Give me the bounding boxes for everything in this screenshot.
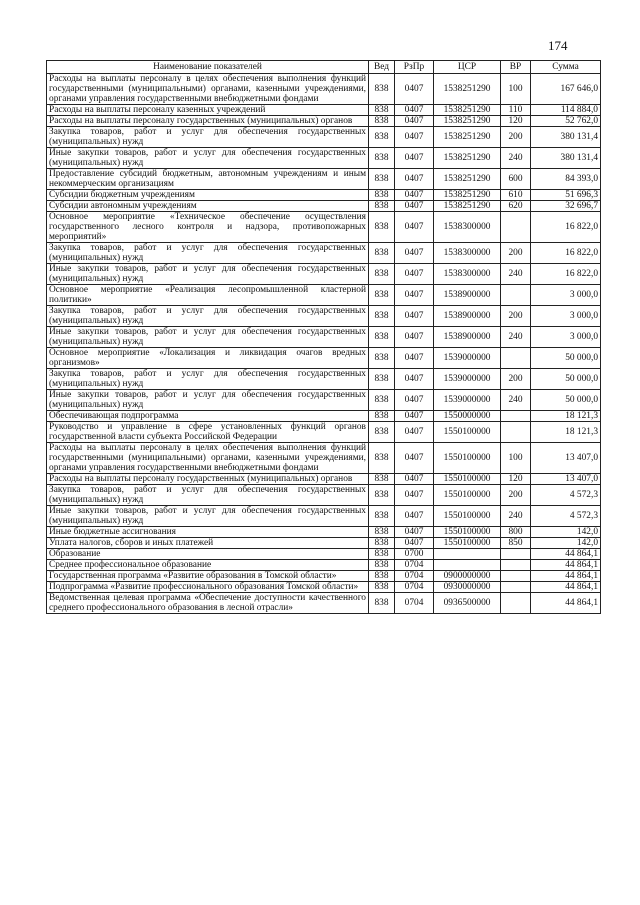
- row-name: Подпрограмма «Развитие профессионального образования Томской области»: [47, 582, 369, 593]
- row-rzpr: 0407: [395, 190, 434, 201]
- header-vr: ВР: [501, 61, 531, 74]
- row-vr: [501, 560, 531, 571]
- row-sum: 44 864,1: [531, 560, 601, 571]
- row-name: Субсидии бюджетным учреждениям: [47, 190, 369, 201]
- row-ved: 838: [369, 327, 395, 348]
- table-row: [47, 105, 601, 116]
- row-vr: 240: [501, 390, 531, 411]
- row-ved: 838: [369, 212, 395, 243]
- table-row: [47, 474, 601, 485]
- header-csr: ЦСР: [434, 61, 501, 74]
- row-sum: 16 822,0: [531, 243, 601, 264]
- row-vr: 100: [501, 74, 531, 105]
- row-rzpr: 0407: [395, 327, 434, 348]
- row-rzpr: 0704: [395, 582, 434, 593]
- table-body: [47, 74, 601, 614]
- table-row: [47, 571, 601, 582]
- table-row: [47, 148, 601, 169]
- row-csr: 1538251290: [434, 190, 501, 201]
- row-ved: 838: [369, 593, 395, 614]
- row-rzpr: 0407: [395, 116, 434, 127]
- row-ved: 838: [369, 485, 395, 506]
- row-ved: 838: [369, 74, 395, 105]
- row-vr: [501, 582, 531, 593]
- header-ved: Вед: [369, 61, 395, 74]
- row-sum: 50 000,0: [531, 348, 601, 369]
- row-name: Ведомственная целевая программа «Обеспечение доступности качественного среднего профессионального образования в лесной отрасли»: [47, 593, 369, 614]
- row-name: Субсидии автономным учреждениям: [47, 201, 369, 212]
- row-name: Среднее профессиональное образование: [47, 560, 369, 571]
- table-row: [47, 411, 601, 422]
- table-row: [47, 169, 601, 190]
- row-sum: 84 393,0: [531, 169, 601, 190]
- row-rzpr: 0407: [395, 538, 434, 549]
- row-rzpr: 0407: [395, 201, 434, 212]
- row-sum: 13 407,0: [531, 443, 601, 474]
- table-row: [47, 593, 601, 614]
- row-ved: 838: [369, 560, 395, 571]
- row-sum: 16 822,0: [531, 212, 601, 243]
- table-row: [47, 201, 601, 212]
- header-rzpr: РзПр: [395, 61, 434, 74]
- table-row: [47, 527, 601, 538]
- row-csr: 1550100000: [434, 485, 501, 506]
- row-rzpr: 0407: [395, 212, 434, 243]
- row-vr: 240: [501, 264, 531, 285]
- row-vr: 200: [501, 127, 531, 148]
- row-vr: [501, 212, 531, 243]
- table-row: [47, 127, 601, 148]
- row-csr: 1550100000: [434, 422, 501, 443]
- row-vr: [501, 411, 531, 422]
- row-vr: 200: [501, 243, 531, 264]
- row-rzpr: 0407: [395, 485, 434, 506]
- row-sum: 44 864,1: [531, 571, 601, 582]
- row-vr: [501, 571, 531, 582]
- row-csr: 1538900000: [434, 285, 501, 306]
- table-row: [47, 582, 601, 593]
- row-csr: 1539000000: [434, 369, 501, 390]
- row-csr: 1538251290: [434, 105, 501, 116]
- row-vr: 200: [501, 306, 531, 327]
- row-name: Уплата налогов, сборов и иных платежей: [47, 538, 369, 549]
- budget-table: [46, 60, 601, 614]
- row-csr: 1550100000: [434, 538, 501, 549]
- row-csr: 1538251290: [434, 201, 501, 212]
- row-ved: 838: [369, 506, 395, 527]
- row-ved: 838: [369, 422, 395, 443]
- row-sum: 18 121,3: [531, 422, 601, 443]
- row-rzpr: 0407: [395, 105, 434, 116]
- row-name: Иные бюджетные ассигнования: [47, 527, 369, 538]
- row-name: Расходы на выплаты персоналу государственных (муниципальных) органов: [47, 116, 369, 127]
- row-rzpr: 0407: [395, 474, 434, 485]
- header-name: Наименование показателей: [47, 61, 369, 74]
- table-row: [47, 538, 601, 549]
- row-rzpr: 0407: [395, 127, 434, 148]
- row-name: Основное мероприятие «Техническое обеспечение осуществления государственного лесного контроля и надзора, противопожарных мероприятий»: [47, 212, 369, 243]
- row-sum: 13 407,0: [531, 474, 601, 485]
- row-sum: 167 646,0: [531, 74, 601, 105]
- row-csr: [434, 549, 501, 560]
- row-sum: 3 000,0: [531, 285, 601, 306]
- row-ved: 838: [369, 148, 395, 169]
- row-csr: 1539000000: [434, 348, 501, 369]
- row-rzpr: 0407: [395, 285, 434, 306]
- row-name: Закупка товаров, работ и услуг для обеспечения государственных (муниципальных) нужд: [47, 369, 369, 390]
- row-csr: [434, 560, 501, 571]
- header-sum: Сумма: [531, 61, 601, 74]
- row-rzpr: 0407: [395, 243, 434, 264]
- row-vr: 620: [501, 201, 531, 212]
- table-row: [47, 369, 601, 390]
- row-vr: 120: [501, 474, 531, 485]
- row-vr: 120: [501, 116, 531, 127]
- row-sum: 4 572,3: [531, 506, 601, 527]
- row-ved: 838: [369, 582, 395, 593]
- row-ved: 838: [369, 474, 395, 485]
- row-sum: 142,0: [531, 538, 601, 549]
- row-sum: 16 822,0: [531, 264, 601, 285]
- row-vr: 240: [501, 148, 531, 169]
- row-ved: 838: [369, 538, 395, 549]
- row-ved: 838: [369, 348, 395, 369]
- row-ved: 838: [369, 264, 395, 285]
- row-csr: 1538900000: [434, 306, 501, 327]
- row-name: Закупка товаров, работ и услуг для обеспечения государственных (муниципальных) нужд: [47, 306, 369, 327]
- row-sum: 114 884,0: [531, 105, 601, 116]
- row-ved: 838: [369, 390, 395, 411]
- row-rzpr: 0704: [395, 560, 434, 571]
- row-ved: 838: [369, 369, 395, 390]
- row-vr: 200: [501, 369, 531, 390]
- row-csr: 1538251290: [434, 127, 501, 148]
- row-csr: 1538300000: [434, 243, 501, 264]
- row-csr: 1538251290: [434, 116, 501, 127]
- row-csr: 1550100000: [434, 527, 501, 538]
- row-csr: 1538300000: [434, 212, 501, 243]
- row-vr: 600: [501, 169, 531, 190]
- row-rzpr: 0407: [395, 264, 434, 285]
- row-sum: 50 000,0: [531, 390, 601, 411]
- row-csr: 0930000000: [434, 582, 501, 593]
- table-row: [47, 243, 601, 264]
- row-rzpr: 0407: [395, 527, 434, 538]
- row-name: Основное мероприятие «Реализация лесопромышленной кластерной политики»: [47, 285, 369, 306]
- row-csr: 1550100000: [434, 443, 501, 474]
- row-csr: 1539000000: [434, 390, 501, 411]
- row-csr: 0900000000: [434, 571, 501, 582]
- row-sum: 44 864,1: [531, 593, 601, 614]
- row-vr: 850: [501, 538, 531, 549]
- row-name: Расходы на выплаты персоналу казенных учреждений: [47, 105, 369, 116]
- table-row: [47, 348, 601, 369]
- table-row: [47, 116, 601, 127]
- row-rzpr: 0407: [395, 411, 434, 422]
- table-header-row: [47, 61, 601, 74]
- row-name: Расходы на выплаты персоналу в целях обеспечения выполнения функций государственными (муниципальными) органами, казенными учреждениями, органами управления государственными внебюджетными фондами: [47, 443, 369, 474]
- row-rzpr: 0407: [395, 422, 434, 443]
- row-rzpr: 0407: [395, 348, 434, 369]
- table-row: [47, 506, 601, 527]
- row-name: Иные закупки товаров, работ и услуг для обеспечения государственных (муниципальных) нужд: [47, 390, 369, 411]
- row-rzpr: 0704: [395, 593, 434, 614]
- row-sum: 3 000,0: [531, 327, 601, 348]
- row-sum: 51 696,3: [531, 190, 601, 201]
- row-name: Расходы на выплаты персоналу государственных (муниципальных) органов: [47, 474, 369, 485]
- row-sum: 142,0: [531, 527, 601, 538]
- row-vr: 610: [501, 190, 531, 201]
- row-csr: 0936500000: [434, 593, 501, 614]
- table-row: [47, 443, 601, 474]
- row-vr: 110: [501, 105, 531, 116]
- row-vr: [501, 285, 531, 306]
- row-sum: 380 131,4: [531, 127, 601, 148]
- row-vr: 240: [501, 327, 531, 348]
- row-rzpr: 0407: [395, 369, 434, 390]
- row-name: Государственная программа «Развитие образования в Томской области»: [47, 571, 369, 582]
- row-vr: 200: [501, 485, 531, 506]
- row-name: Иные закупки товаров, работ и услуг для обеспечения государственных (муниципальных) нужд: [47, 148, 369, 169]
- row-sum: 44 864,1: [531, 549, 601, 560]
- table-row: [47, 264, 601, 285]
- row-rzpr: 0704: [395, 571, 434, 582]
- row-sum: 380 131,4: [531, 148, 601, 169]
- row-ved: 838: [369, 201, 395, 212]
- table-row: [47, 212, 601, 243]
- row-sum: 4 572,3: [531, 485, 601, 506]
- row-vr: 800: [501, 527, 531, 538]
- row-ved: 838: [369, 549, 395, 560]
- table-row: [47, 74, 601, 105]
- row-ved: 838: [369, 527, 395, 538]
- row-name: Обеспечивающая подпрограмма: [47, 411, 369, 422]
- row-vr: 240: [501, 506, 531, 527]
- row-name: Иные закупки товаров, работ и услуг для обеспечения государственных (муниципальных) нужд: [47, 327, 369, 348]
- row-vr: [501, 549, 531, 560]
- row-ved: 838: [369, 169, 395, 190]
- table-row: [47, 549, 601, 560]
- row-ved: 838: [369, 116, 395, 127]
- row-ved: 838: [369, 571, 395, 582]
- row-ved: 838: [369, 190, 395, 201]
- row-csr: 1550100000: [434, 474, 501, 485]
- table-row: [47, 560, 601, 571]
- row-csr: 1538251290: [434, 169, 501, 190]
- row-csr: 1550100000: [434, 506, 501, 527]
- row-sum: 50 000,0: [531, 369, 601, 390]
- row-name: Основное мероприятие «Локализация и ликвидация очагов вредных организмов»: [47, 348, 369, 369]
- row-rzpr: 0407: [395, 443, 434, 474]
- row-name: Иные закупки товаров, работ и услуг для обеспечения государственных (муниципальных) нужд: [47, 264, 369, 285]
- row-csr: 1538300000: [434, 264, 501, 285]
- page-number: 174: [548, 38, 568, 53]
- table-row: [47, 327, 601, 348]
- row-ved: 838: [369, 411, 395, 422]
- row-rzpr: 0407: [395, 74, 434, 105]
- row-name: Закупка товаров, работ и услуг для обеспечения государственных (муниципальных) нужд: [47, 485, 369, 506]
- table-row: [47, 485, 601, 506]
- row-vr: [501, 422, 531, 443]
- row-sum: 52 762,0: [531, 116, 601, 127]
- row-ved: 838: [369, 105, 395, 116]
- table-row: [47, 306, 601, 327]
- row-name: Руководство и управление в сфере установленных функций органов государственной власти субъекта Российской Федерации: [47, 422, 369, 443]
- table-row: [47, 390, 601, 411]
- row-ved: 838: [369, 127, 395, 148]
- row-name: Расходы на выплаты персоналу в целях обеспечения выполнения функций государственными (муниципальными) органами, казенными учреждениями, органами управления государственными внебюджетными фондами: [47, 74, 369, 105]
- row-name: Иные закупки товаров, работ и услуг для обеспечения государственных (муниципальных) нужд: [47, 506, 369, 527]
- row-ved: 838: [369, 443, 395, 474]
- row-sum: 18 121,3: [531, 411, 601, 422]
- table-row: [47, 422, 601, 443]
- row-rzpr: 0407: [395, 506, 434, 527]
- row-name: Образование: [47, 549, 369, 560]
- table-row: [47, 285, 601, 306]
- row-name: Предоставление субсидий бюджетным, автономным учреждениям и иным некоммерческим организациям: [47, 169, 369, 190]
- row-rzpr: 0700: [395, 549, 434, 560]
- row-csr: 1550000000: [434, 411, 501, 422]
- row-rzpr: 0407: [395, 169, 434, 190]
- row-rzpr: 0407: [395, 390, 434, 411]
- row-csr: 1538900000: [434, 327, 501, 348]
- row-vr: [501, 348, 531, 369]
- row-csr: 1538251290: [434, 74, 501, 105]
- row-rzpr: 0407: [395, 148, 434, 169]
- row-sum: 3 000,0: [531, 306, 601, 327]
- row-ved: 838: [369, 243, 395, 264]
- row-ved: 838: [369, 285, 395, 306]
- table-row: [47, 190, 601, 201]
- row-sum: 32 696,7: [531, 201, 601, 212]
- row-sum: 44 864,1: [531, 582, 601, 593]
- row-vr: [501, 593, 531, 614]
- row-csr: 1538251290: [434, 148, 501, 169]
- row-name: Закупка товаров, работ и услуг для обеспечения государственных (муниципальных) нужд: [47, 243, 369, 264]
- row-name: Закупка товаров, работ и услуг для обеспечения государственных (муниципальных) нужд: [47, 127, 369, 148]
- row-vr: 100: [501, 443, 531, 474]
- row-rzpr: 0407: [395, 306, 434, 327]
- row-ved: 838: [369, 306, 395, 327]
